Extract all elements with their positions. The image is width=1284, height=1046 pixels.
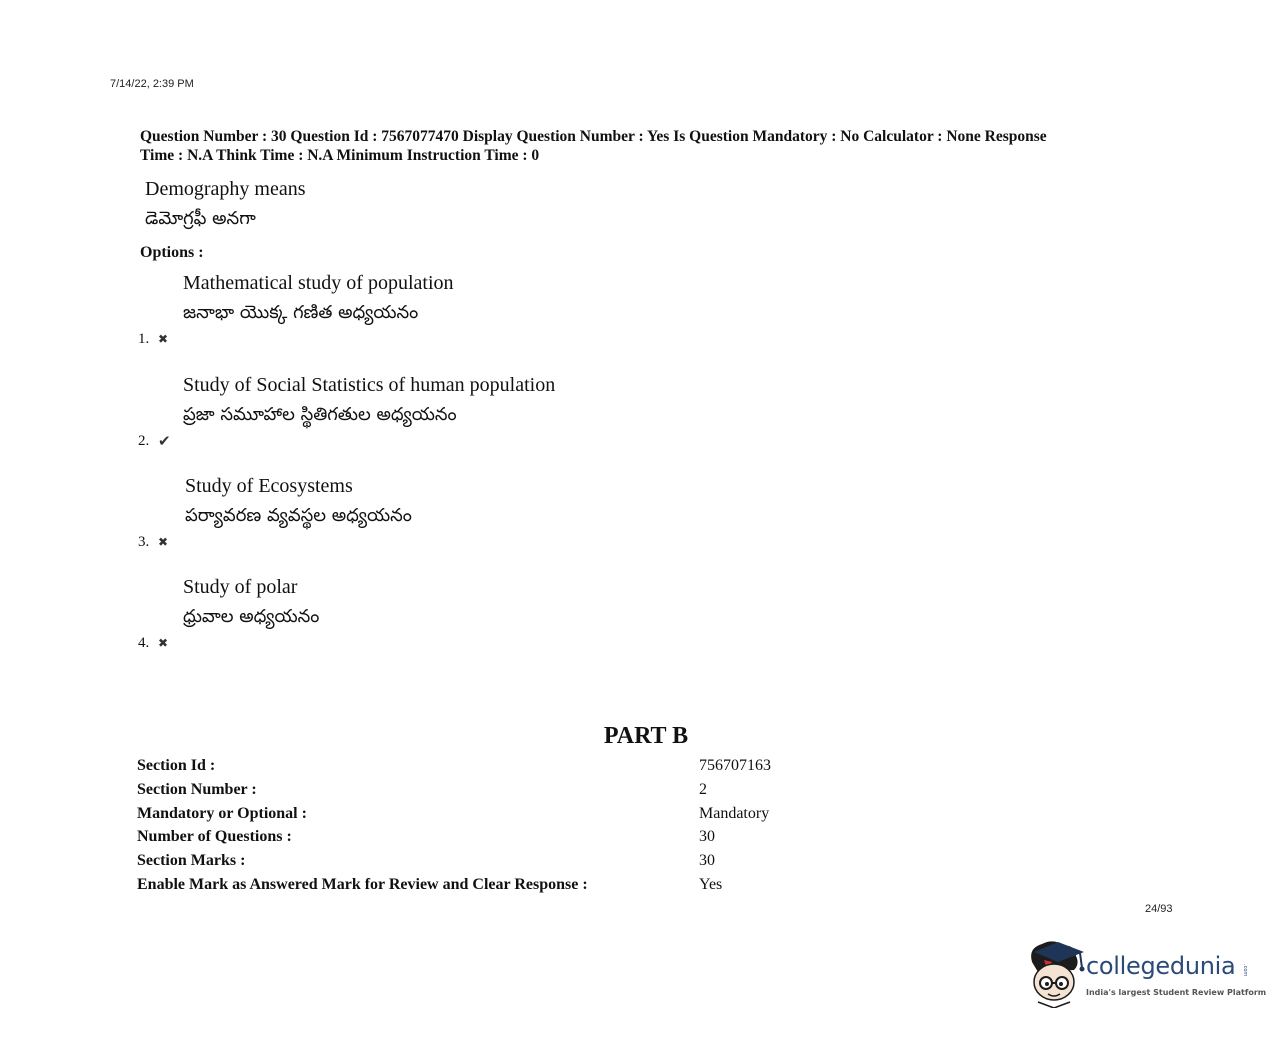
option-1 <box>138 268 738 348</box>
option-number: 3. <box>138 534 150 550</box>
option-number: 2. <box>138 433 150 449</box>
collegedunia-logo[interactable] <box>1024 938 1267 1008</box>
option-text <box>185 471 412 531</box>
question-header-line-1: Question Number : 30 Question Id : 7567077470 Display Question Number : Yes Is Question Mandatory : No Calculator : None Response <box>140 128 1047 145</box>
option-number: 1. <box>138 331 150 347</box>
logo-suffix: .com <box>1242 964 1248 977</box>
option-english: Study of Social Statistics of human population <box>183 374 556 396</box>
cross-icon: ✖ <box>158 636 169 650</box>
option-2 <box>138 370 738 450</box>
section-info-value: 30 <box>699 852 715 870</box>
section-info-row <box>137 757 837 781</box>
option-english: Mathematical study of population <box>183 272 454 294</box>
option-telugu: ధ్రువాల అధ్యయనం <box>183 606 320 627</box>
cross-icon: ✖ <box>158 332 169 346</box>
section-info-row <box>137 805 837 829</box>
section-info-value: 756707163 <box>699 757 771 774</box>
option-english: Study of Ecosystems <box>185 475 353 497</box>
question-text <box>145 175 306 233</box>
options-label: Options : <box>140 244 204 261</box>
section-info-key: Number of Questions : <box>137 828 292 846</box>
question-telugu: డెమోగ్రఫీ అనగా <box>145 208 256 229</box>
question-header-line-2: Time : N.A Think Time : N.A Minimum Instruction Time : 0 <box>140 147 540 164</box>
section-info-value: 30 <box>699 828 715 846</box>
option-3 <box>138 471 738 551</box>
logo-tagline: India's largest Student Review Platform <box>1086 988 1267 997</box>
section-info-value: 2 <box>699 780 707 798</box>
section-info-row <box>137 828 837 852</box>
section-info-value: Yes <box>699 875 723 893</box>
option-telugu: ప్రజా సమూహాల స్థితిగతుల అధ్యయనం <box>183 404 457 425</box>
option-english: Study of polar <box>183 576 298 598</box>
option-telugu: జనాభా యొక్క గణిత అధ్యయనం <box>183 302 419 323</box>
section-info-row <box>137 781 837 805</box>
part-title: PART B <box>603 723 689 749</box>
mascot-icon <box>1024 938 1086 1008</box>
cross-icon: ✖ <box>158 535 169 549</box>
option-number: 4. <box>138 635 150 651</box>
section-info-value: Mandatory <box>699 804 770 822</box>
option-text <box>183 370 555 430</box>
question-header <box>140 127 1170 165</box>
page-number: 24/93 <box>1145 903 1173 915</box>
section-info-key: Section Number : <box>137 780 257 798</box>
section-info-key: Enable Mark as Answered Mark for Review and Clear Response : <box>137 875 588 893</box>
section-info-key: Section Id : <box>137 757 216 774</box>
checkmark-icon: ✔ <box>158 432 171 450</box>
section-info-key: Mandatory or Optional : <box>137 804 307 822</box>
question-english: Demography means <box>145 178 306 200</box>
section-info-row <box>137 852 837 876</box>
logo-brand: collegedunia <box>1086 952 1236 980</box>
option-telugu: పర్యావరణ వ్యవస్థల అధ్యయనం <box>185 505 412 526</box>
section-info-table <box>137 757 837 900</box>
section-info-row <box>137 876 837 900</box>
option-text <box>183 572 319 632</box>
print-timestamp: 7/14/22, 2:39 PM <box>110 78 194 90</box>
option-text <box>183 268 454 328</box>
section-info-key: Section Marks : <box>137 852 246 870</box>
option-4 <box>138 572 738 652</box>
